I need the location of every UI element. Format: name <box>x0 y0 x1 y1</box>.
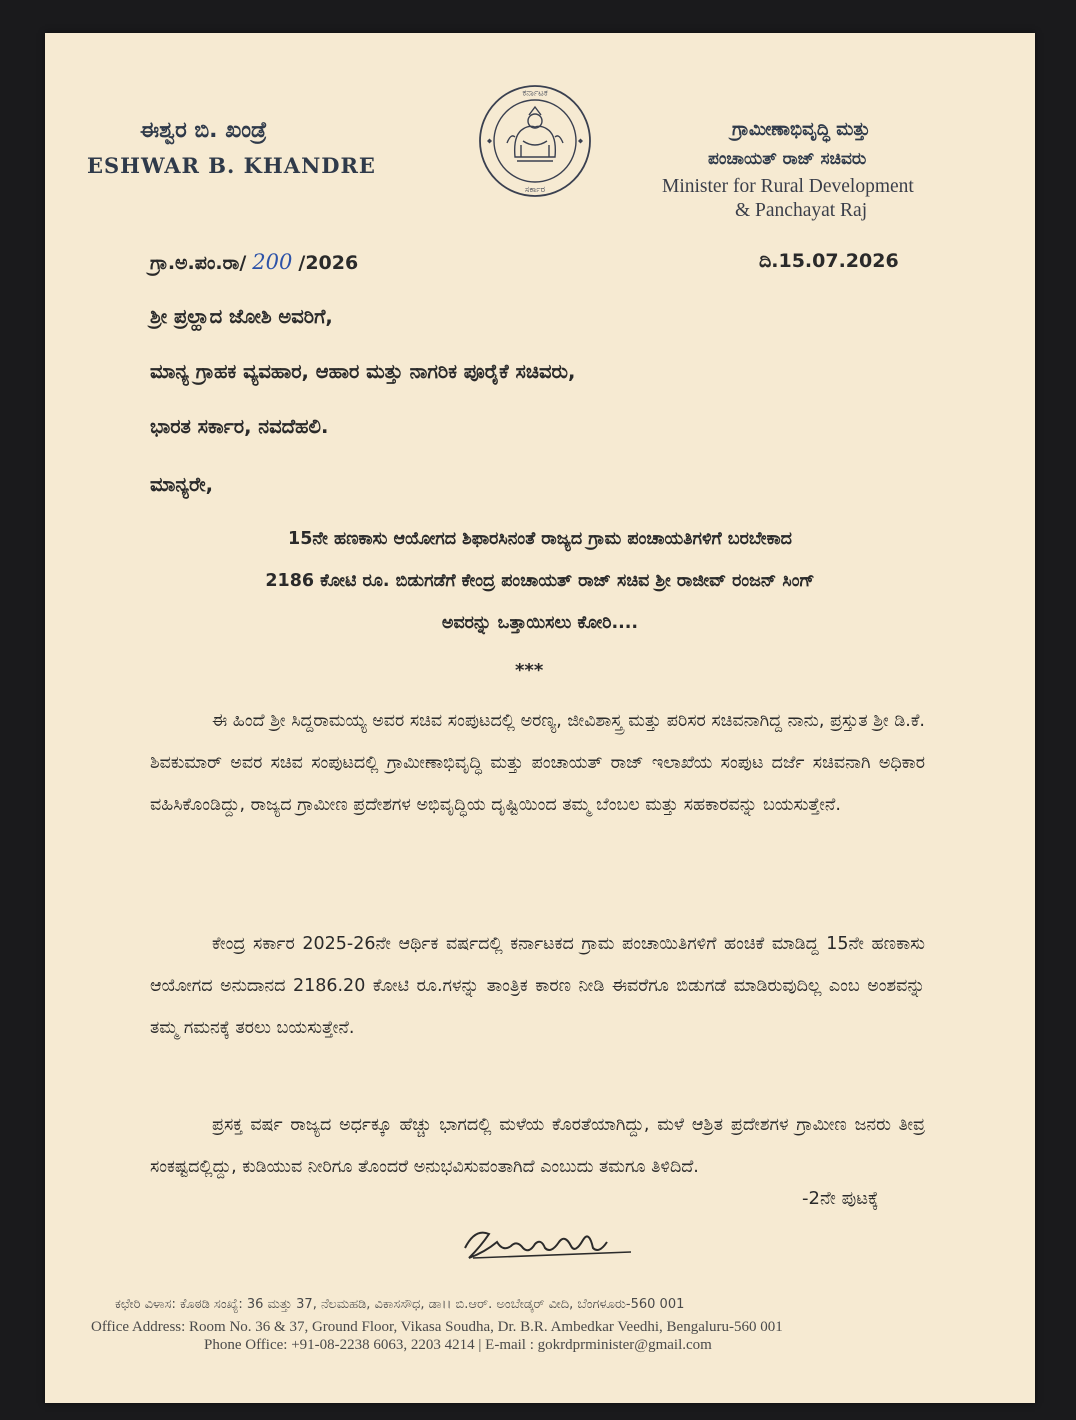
footer-address-english: Office Address: Room No. 36 & 37, Ground Floor, Vikasa Soudha, Dr. B.R. Ambedkar Veedhi, Bengaluru-560 001 <box>91 1319 783 1335</box>
emblem-bottom-text: ಸರ್ಕಾರ <box>524 185 546 195</box>
office-title-kannada-1: ಗ್ರಾಮೀಣಾಭಿವೃದ್ಧಿ ಮತ್ತು <box>732 119 871 140</box>
continued-note: -2ನೇ ಪುಟಕ್ಕೆ <box>802 1188 879 1209</box>
subject-separator: *** <box>515 660 544 681</box>
body-paragraph-3: ಪ್ರಸಕ್ತ ವರ್ಷ ರಾಜ್ಯದ ಅರ್ಧಕ್ಕೂ ಹೆಚ್ಚು ಭಾಗದಲ್ಲಿ ಮಳೆಯ ಕೊರತೆಯಾಗಿದ್ದು, ಮಳೆ ಆಶ್ರಿತ ಪ್ರದೇಶಗಳ ಗ್ರಾಮೀಣ ಜನರು ತೀವ್ರ ಸಂಕಷ್ಟದಲ್ಲಿದ್ದು, ಕುಡಿಯುವ ನೀರಿಗೂ ತೊಂದರೆ ಅನುಭವಿಸುವಂತಾಗಿದೆ ಎಂಬುದು ತಮಗೂ ತಿಳಿದಿದೆ. <box>150 1115 925 1177</box>
signature <box>455 1218 645 1268</box>
body-paragraph-1: ಈ ಹಿಂದೆ ಶ್ರೀ ಸಿದ್ದರಾಮಯ್ಯ ಅವರ ಸಚಿವ ಸಂಪುಟದಲ್ಲಿ ಅರಣ್ಯ, ಜೀವಿಶಾಸ್ತ್ರ ಮತ್ತು ಪರಿಸರ ಸಚಿವನಾಗಿದ್ದ ನಾನು, ಪ್ರಸ್ತುತ ಶ್ರೀ ಡಿ.ಕೆ. ಶಿವಕುಮಾರ್ ಅವರ ಸಚಿವ ಸಂಪುಟದಲ್ಲಿ ಗ್ರಾಮೀಣಾಭಿವೃದ್ಧಿ ಮತ್ತು ಪಂಚಾಯತ್ ರಾಜ್ ಇಲಾಖೆಯ ಸಂಪುಟ ದರ್ಜೆ ಸಚಿವನಾಗಿ ಅಧಿಕಾರ ವಹಿಸಿಕೊಂಡಿದ್ದು, ರಾಜ್ಯದ ಗ್ರಾಮೀಣ ಪ್ರದೇಶಗಳ ಅಭಿವೃದ್ಧಿಯ ದೃಷ್ಟಿಯಿಂದ ತಮ್ಮ ಬೆಂಬಲ ಮತ್ತು ಸಹಕಾರವನ್ನು ಬಯಸುತ್ತೇನೆ. <box>150 711 925 815</box>
office-title-english-1: Minister for Rural Development <box>662 176 914 197</box>
footer-contact: Phone Office: +91-08-2238 6063, 2203 4214 | E-mail : gokrdprminister@gmail.com <box>204 1337 712 1353</box>
subject-line-2: 2186 ಕೋಟಿ ರೂ. ಬಿಡುಗಡೆಗೆ ಕೇಂದ್ರ ಪಂಚಾಯತ್ ರಾಜ್ ಸಚಿವ ಶ್ರೀ ರಾಜೀವ್ ರಂಜನ್ ಸಿಂಗ್ <box>265 571 815 591</box>
minister-name-english: ESHWAR B. KHANDRE <box>87 153 376 178</box>
emblem-top-text: ಕರ್ನಾಟಕ <box>522 88 548 99</box>
addressee-line-3: ಭಾರತ ಸರ್ಕಾರ, ನವದೆಹಲಿ. <box>150 415 329 438</box>
salutation: ಮಾನ್ಯರೇ, <box>150 473 214 496</box>
office-title-english-2: & Panchayat Raj <box>735 200 868 221</box>
addressee-line-1: ಶ್ರೀ ಪ್ರಲ್ಹಾದ ಜೋಶಿ ಅವರಿಗೆ, <box>150 305 333 328</box>
reference-number <box>150 250 358 274</box>
reference-prefix: ಗ್ರಾ.ಅ.ಪಂ.ರಾ/ <box>150 252 247 274</box>
letter-page <box>45 33 1035 1403</box>
subject-line-1: 15ನೇ ಹಣಕಾಸು ಆಯೋಗದ ಶಿಫಾರಸಿನಂತೆ ರಾಜ್ಯದ ಗ್ರಾಮ ಪಂಚಾಯತಿಗಳಿಗೆ ಬರಬೇಕಾದ <box>288 529 792 549</box>
footer-address-kannada: ಕಛೇರಿ ವಿಳಾಸ: ಕೊಠಡಿ ಸಂಖ್ಯೆ: 36 ಮತ್ತು 37, ನೆಲಮಹಡಿ, ವಿಕಾಸಸೌಧ, ಡಾ।। ಬಿ.ಆರ್. ಅಂಬೇಡ್ಕರ್ ವೀದಿ, ಬೆಂಗಳೂರು-560 001 <box>115 1297 685 1312</box>
office-title-kannada-2: ಪಂಚಾಯತ್ ರಾಜ್ ಸಚಿವರು <box>708 149 867 169</box>
minister-name-kannada: ಈಶ್ವರ ಬಿ. ಖಂಡ್ರೆ <box>140 118 267 143</box>
subject-line-3: ಅವರನ್ನು ಒತ್ತಾಯಿಸಲು ಕೋರಿ.... <box>441 613 639 633</box>
karnataka-emblem-icon <box>477 83 593 199</box>
reference-suffix: /2026 <box>298 252 359 274</box>
subject-block <box>145 518 935 644</box>
body-paragraph-2: ಕೇಂದ್ರ ಸರ್ಕಾರ 2025-26ನೇ ಆರ್ಥಿಕ ವರ್ಷದಲ್ಲಿ ಕರ್ನಾಟಕದ ಗ್ರಾಮ ಪಂಚಾಯಿತಿಗಳಿಗೆ ಹಂಚಿಕೆ ಮಾಡಿದ್ದ 15ನೇ ಹಣಕಾಸು ಆಯೋಗದ ಅನುದಾನದ 2186.20 ಕೋಟಿ ರೂ.ಗಳನ್ನು ತಾಂತ್ರಿಕ ಕಾರಣ ನೀಡಿ ಈವರೆಗೂ ಬಿಡುಗಡೆ ಮಾಡಿರುವುದಿಲ್ಲ ಎಂಬ ಅಂಶವನ್ನು ತಮ್ಮ ಗಮನಕ್ಕೆ ತರಲು ಬಯಸುತ್ತೇನೆ. <box>150 934 925 1038</box>
letter-date: ದಿ.15.07.2026 <box>759 250 899 272</box>
addressee-line-2: ಮಾನ್ಯ ಗ್ರಾಹಕ ವ್ಯವಹಾರ, ಆಹಾರ ಮತ್ತು ನಾಗರಿಕ ಪೂರೈಕೆ ಸಚಿವರು, <box>150 360 576 383</box>
reference-handwritten-number: 200 <box>252 250 293 274</box>
